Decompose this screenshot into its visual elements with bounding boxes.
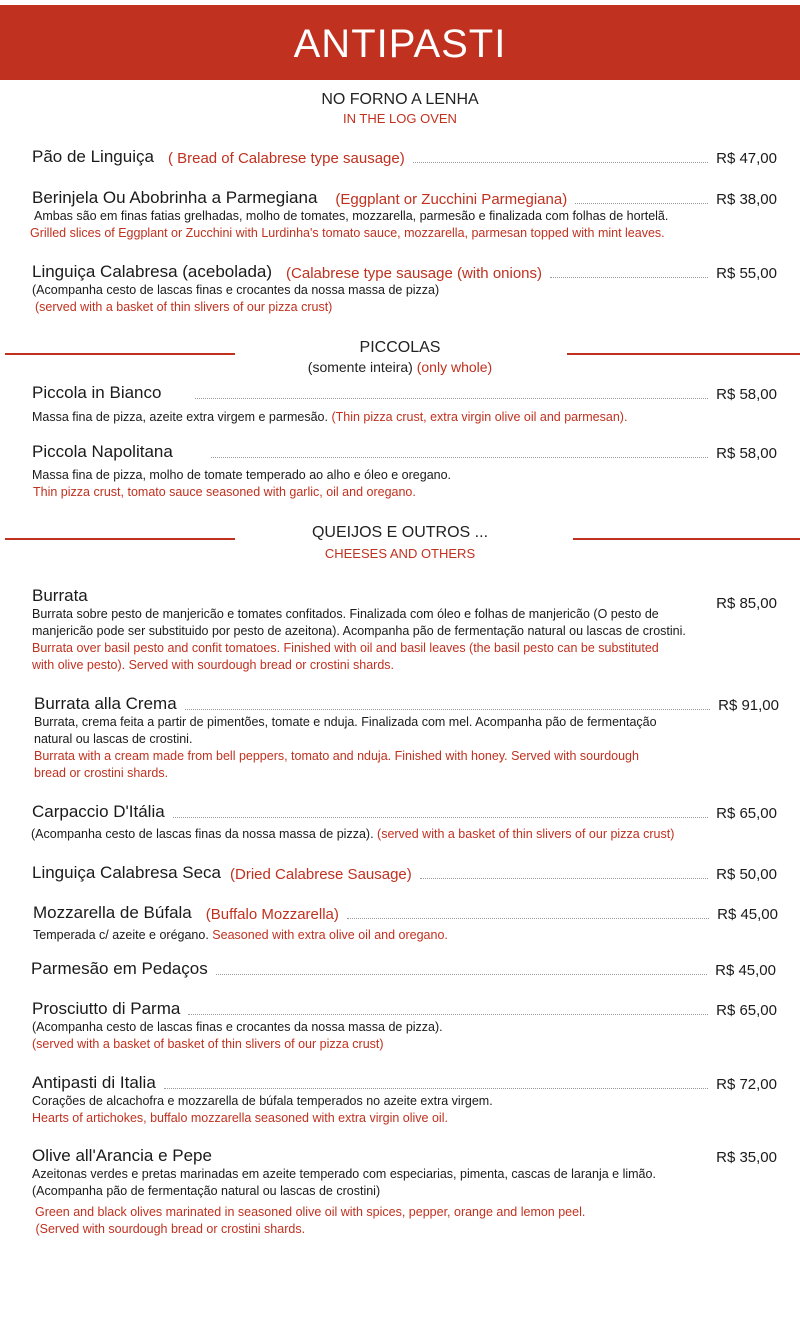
item-price: R$ 58,00 bbox=[716, 386, 777, 403]
menu-item-burrata bbox=[32, 584, 777, 674]
item-name: Mozzarella de Búfala bbox=[33, 903, 192, 922]
item-price: R$ 35,00 bbox=[716, 1149, 777, 1166]
leader-dots bbox=[413, 162, 708, 163]
item-price: R$ 65,00 bbox=[716, 1002, 777, 1019]
item-price: R$ 85,00 bbox=[716, 595, 777, 612]
menu-item-pao-de-linguica bbox=[32, 145, 777, 167]
item-price: R$ 91,00 bbox=[718, 697, 779, 714]
item-description-en: Thin pizza crust, tomato sauce seasoned with garlic, oil and oregano. bbox=[33, 485, 416, 499]
item-description-en-line-1: Burrata with a cream made from bell peppers, tomato and nduja. Finished with honey. Served with sourdough bbox=[34, 749, 639, 763]
item-description-pt: (Acompanha cesto de lascas finas e crocantes da nossa massa de pizza) bbox=[32, 283, 440, 297]
item-name: Burrata bbox=[32, 586, 88, 605]
section-title: NO FORNO A LENHA bbox=[321, 91, 479, 108]
leader-dots bbox=[195, 398, 708, 399]
item-description-en: Hearts of artichokes, buffalo mozzarella seasoned with extra virgin olive oil. bbox=[32, 1111, 448, 1125]
item-description-en-line-1: Burrata over basil pesto and confit tomatoes. Finished with oil and basil leaves (the basil pesto can be substituted bbox=[32, 641, 659, 655]
menu-item-piccola-napolitana bbox=[32, 440, 777, 501]
page-title: ANTIPASTI bbox=[293, 22, 507, 66]
item-description-en-line-2: with olive pesto). Served with sourdough bread or crostini shards. bbox=[32, 658, 394, 672]
menu-item-carpaccio bbox=[32, 800, 777, 843]
menu-item-olive-arancia bbox=[32, 1144, 777, 1238]
leader-dots bbox=[216, 974, 707, 975]
item-name: Parmesão em Pedaços bbox=[31, 959, 208, 978]
section-note bbox=[0, 358, 800, 376]
item-name: Pão de Linguiça bbox=[32, 147, 154, 166]
item-description bbox=[33, 927, 778, 944]
item-description-en-line-2: (Served with sourdough bread or crostini shards. bbox=[32, 1222, 306, 1236]
item-name: Antipasti di Italia bbox=[32, 1073, 156, 1092]
item-name: Piccola in Bianco bbox=[32, 383, 162, 402]
section-subtitle: CHEESES AND OTHERS bbox=[324, 546, 476, 561]
item-description-en-line-2: bread or crostini shards. bbox=[34, 766, 169, 780]
item-description-pt-line-1: Burrata, crema feita a partir de pimentões, tomate e nduja. Finalizada com mel. Acompanha pão de fermentação bbox=[34, 715, 657, 729]
item-name: Linguiça Calabresa Seca bbox=[32, 863, 222, 882]
item-price: R$ 47,00 bbox=[716, 150, 777, 167]
item-translation: (Eggplant or Zucchini Parmegiana) bbox=[335, 191, 568, 208]
section-header-piccolas bbox=[0, 338, 800, 376]
item-description-pt-line-1: Azeitonas verdes e pretas marinadas em azeite temperado com especiarias, pimenta, cascas de laranja e limão. bbox=[32, 1167, 656, 1181]
leader-dots bbox=[173, 817, 708, 818]
item-name: Olive all'Arancia e Pepe bbox=[32, 1146, 212, 1165]
item-description-pt-line-1: Burrata sobre pesto de manjericão e tomates confitados. Finalizada com óleo e folhas de manjericão (O pesto de bbox=[32, 607, 659, 621]
menu-item-burrata-alla-crema bbox=[34, 692, 779, 782]
item-description-pt: Corações de alcachofra e mozzarella de búfala temperados no azeite extra virgem. bbox=[32, 1094, 493, 1108]
menu-item-linguica-acebolada bbox=[32, 260, 777, 316]
menu-item-prosciutto bbox=[32, 997, 777, 1053]
item-name: Piccola Napolitana bbox=[32, 442, 173, 461]
item-price: R$ 50,00 bbox=[716, 866, 777, 883]
item-name: Prosciutto di Parma bbox=[32, 999, 181, 1018]
leader-dots bbox=[550, 277, 708, 278]
item-description bbox=[31, 826, 777, 843]
item-description-en: Grilled slices of Eggplant or Zucchini with Lurdinha's tomato sauce, mozzarella, parmesan topped with mint leaves. bbox=[30, 226, 665, 240]
section-note-pt: (somente inteira) bbox=[307, 359, 413, 375]
item-price: R$ 55,00 bbox=[716, 265, 777, 282]
leader-dots bbox=[347, 918, 709, 919]
item-description-pt: Temperada c/ azeite e orégano. bbox=[33, 928, 209, 942]
item-description-pt-line-2: manjericão pode ser substituido por pesto de azeitona). Acompanha pão de fermentação natural ou lascas de crostini. bbox=[32, 624, 686, 638]
item-description-pt: Massa fina de pizza, azeite extra virgem e parmesão. bbox=[32, 410, 328, 424]
item-description-pt: (Acompanha cesto de lascas finas e crocantes da nossa massa de pizza). bbox=[32, 1020, 443, 1034]
section-header-queijos bbox=[0, 523, 800, 562]
item-description bbox=[32, 409, 777, 426]
menu-item-antipasti-italia bbox=[32, 1071, 777, 1127]
item-description-pt: Ambas são em finas fatias grelhadas, molho de tomates, mozzarella, parmesão e finalizada com folhas de hortelã. bbox=[34, 209, 669, 223]
section-header-forno bbox=[0, 90, 800, 127]
menu-item-linguica-seca bbox=[32, 861, 777, 883]
item-description-pt: (Acompanha cesto de lascas finas da nossa massa de pizza). bbox=[31, 827, 374, 841]
item-description-en: (served with a basket of basket of thin slivers of our pizza crust) bbox=[32, 1037, 384, 1051]
leader-dots bbox=[211, 457, 708, 458]
item-price: R$ 58,00 bbox=[716, 445, 777, 462]
menu-item-mozzarella-bufala bbox=[33, 901, 778, 944]
item-description-pt: Massa fina de pizza, molho de tomate temperado ao alho e óleo e oregano. bbox=[32, 468, 452, 482]
item-translation: ( Bread of Calabrese type sausage) bbox=[167, 150, 405, 167]
section-note-en: (only whole) bbox=[416, 359, 493, 375]
item-description-en: (served with a basket of thin slivers of our pizza crust) bbox=[377, 827, 675, 841]
item-translation: (Calabrese type sausage (with onions) bbox=[286, 265, 543, 282]
item-price: R$ 72,00 bbox=[716, 1076, 777, 1093]
menu-item-parmesao bbox=[31, 957, 776, 979]
item-price: R$ 45,00 bbox=[717, 906, 778, 923]
section-title: QUEIJOS E OUTROS ... bbox=[311, 524, 489, 541]
menu-item-berinjela bbox=[32, 186, 777, 242]
leader-dots bbox=[420, 878, 708, 879]
leader-dots bbox=[164, 1088, 708, 1089]
item-description-en: (served with a basket of thin slivers of our pizza crust) bbox=[35, 300, 333, 314]
item-name: Linguiça Calabresa (acebolada) bbox=[32, 262, 273, 281]
leader-dots bbox=[575, 203, 708, 204]
item-price: R$ 38,00 bbox=[716, 191, 777, 208]
leader-dots bbox=[185, 709, 710, 710]
item-translation: (Buffalo Mozzarella) bbox=[205, 906, 339, 923]
item-description-en: Seasoned with extra olive oil and oregano. bbox=[212, 928, 448, 942]
item-name: Carpaccio D'Itália bbox=[32, 802, 165, 821]
section-subtitle: IN THE LOG OVEN bbox=[343, 111, 457, 126]
item-price: R$ 45,00 bbox=[715, 962, 776, 979]
menu-item-piccola-bianco bbox=[32, 381, 777, 426]
item-description-pt-line-2: (Acompanha pão de fermentação natural ou lascas de crostini) bbox=[32, 1184, 381, 1198]
header-banner bbox=[0, 5, 800, 80]
item-name: Berinjela Ou Abobrinha a Parmegiana bbox=[32, 188, 318, 207]
item-description-en: (Thin pizza crust, extra virgin olive oil and parmesan). bbox=[331, 410, 628, 424]
item-price: R$ 65,00 bbox=[716, 805, 777, 822]
item-description-en-line-1: Green and black olives marinated in seasoned olive oil with spices, pepper, orange and lemon peel. bbox=[35, 1205, 586, 1219]
item-name: Burrata alla Crema bbox=[34, 694, 177, 713]
section-title: PICCOLAS bbox=[359, 339, 441, 356]
item-translation: (Dried Calabrese Sausage) bbox=[230, 866, 412, 883]
item-description-pt-line-2: natural ou lascas de crostini. bbox=[34, 732, 193, 746]
leader-dots bbox=[188, 1014, 708, 1015]
